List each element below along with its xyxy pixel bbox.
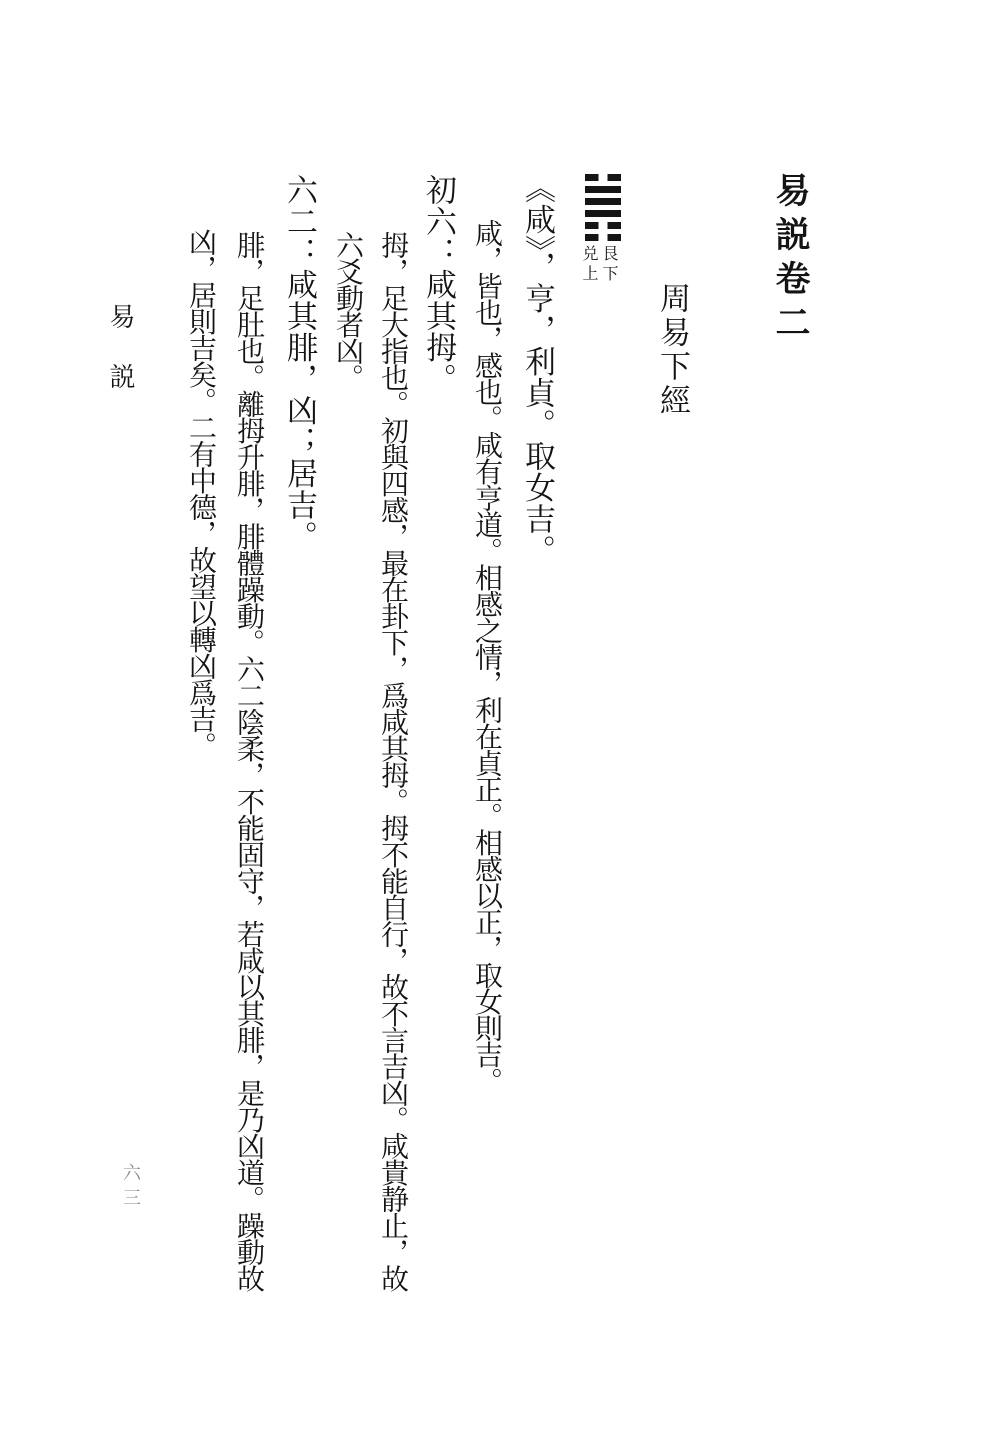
trigram-labels: [579, 245, 619, 285]
hexagram-line-1-bottom: [585, 234, 621, 241]
hexagram-xian-glyph: [585, 174, 621, 246]
commentary-chu-liu-part-1: 拇，足大指也。初與四感，最在卦下，爲咸其拇。拇不能自行，故不言吉凶。咸貴静止，故: [377, 231, 410, 1291]
commentary-liu-er-part-2: 凶，居則吉矣。二有中德，故望以轉凶爲吉。: [185, 228, 218, 758]
commentary-judgment: 咸，皆也，感也。咸有亨道。相感之情，利在貞正。相感以正，取女則吉。: [471, 219, 504, 1094]
classic-text-hexagram-judgment: 《咸》，亨，利貞。取女吉。: [519, 172, 555, 566]
page-number: 六三: [120, 1163, 141, 1213]
section-title: 周易下經: [654, 282, 690, 418]
commentary-chu-liu-part-2: 六爻動者凶。: [332, 231, 365, 390]
lower-trigram-label: 艮下: [600, 245, 619, 285]
hexagram-line-5: [585, 186, 621, 193]
hexagram-line-6-top: [585, 174, 621, 181]
upper-trigram-label: 兑上: [580, 245, 599, 285]
commentary-liu-er-part-1: 腓，足肚也。離拇升腓，腓體躁動。六二陰柔，不能固守，若咸以其腓，是乃凶道。躁動故: [233, 231, 266, 1291]
hexagram-line-4: [585, 198, 621, 205]
classic-text-line-liu-er: 六二：咸其腓，凶；居吉。: [281, 174, 317, 552]
classic-text-line-chu-liu: 初六：咸其拇。: [420, 174, 456, 395]
hexagram-line-2: [585, 222, 621, 229]
volume-title: 易説卷二: [770, 172, 811, 348]
running-title: 易説: [105, 303, 135, 423]
hexagram-line-3: [585, 210, 621, 217]
